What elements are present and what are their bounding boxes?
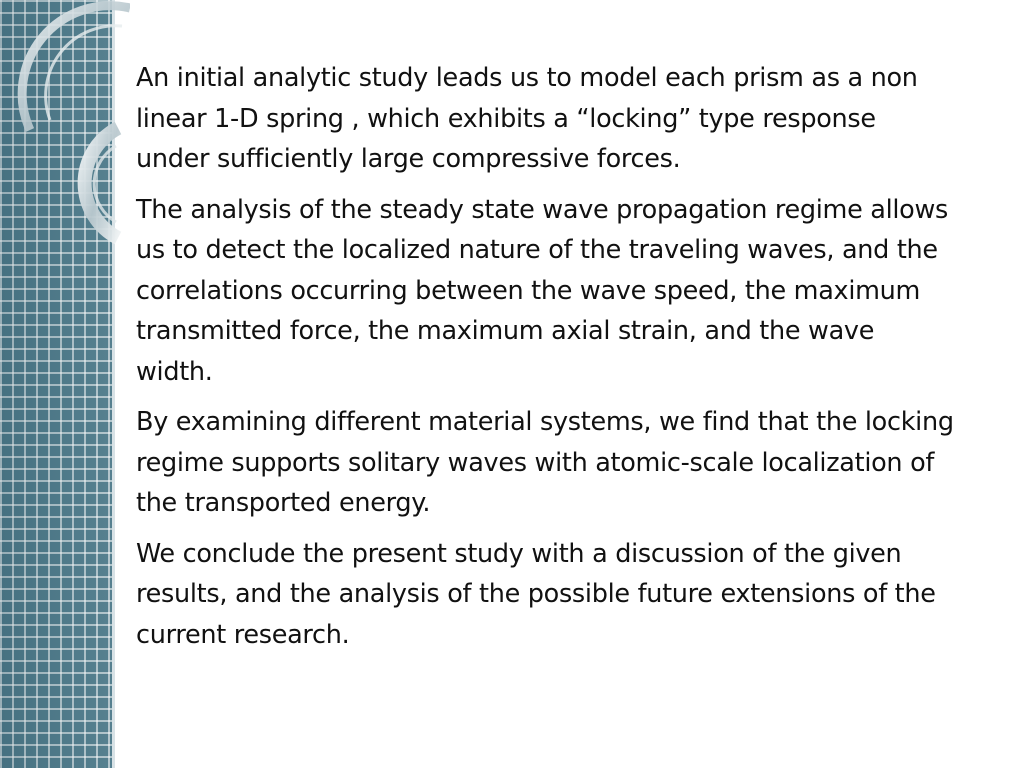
paragraph-4: We conclude the present study with a discussion of the given results, and the analysis of the possible future extensions of the current research. (136, 538, 936, 650)
paragraph-3: By examining different material systems, we find that the locking regime supports solitary waves with atomic-scale localization of the transported energy. (136, 407, 954, 518)
paragraph-2: The analysis of the steady state wave propagation regime allows us to detect the localized nature of the traveling waves, and the correlations occurring between the wave speed, the maximum transmitted force, the maximum axial strain, and the wave width. (136, 194, 949, 387)
concentric-rings-icon (0, 0, 130, 260)
body-text (136, 58, 956, 738)
paragraph-1: An initial analytic study leads us to model each prism as a non linear 1-D spring , which exhibits a “locking” type response under sufficiently large compressive forces. (136, 63, 918, 174)
